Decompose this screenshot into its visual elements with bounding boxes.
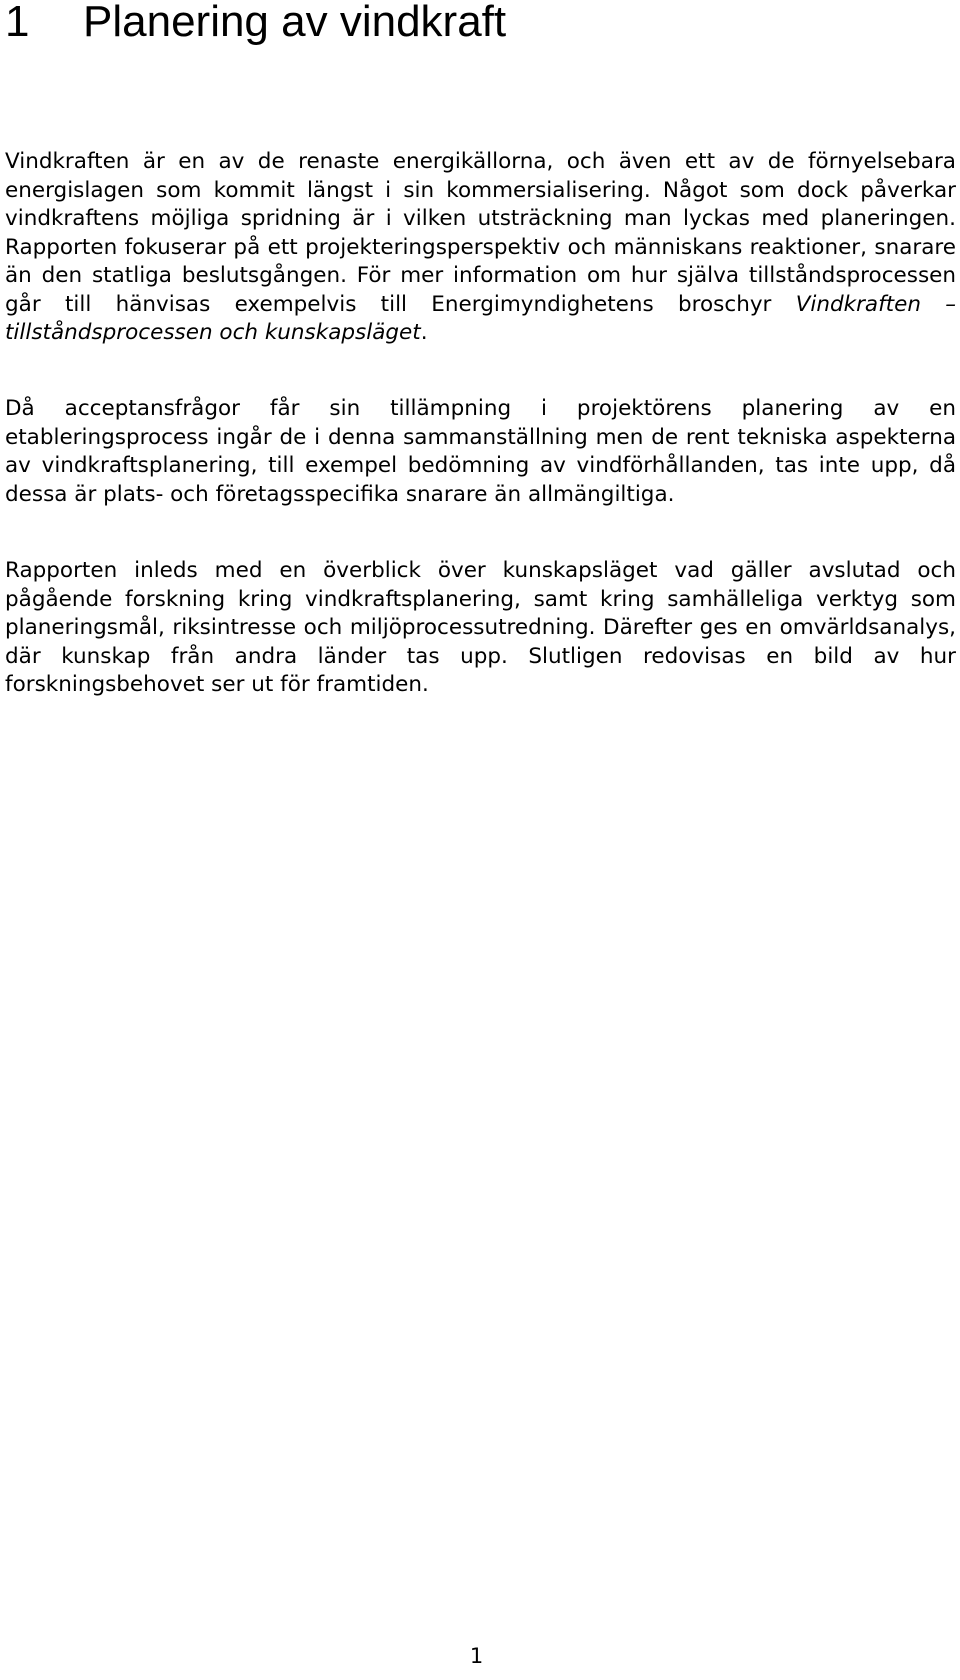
body-paragraph-3: Rapporten inleds med en överblick över kunskapsläget vad gäller avslutad och pågående forskning kring vindkraftsplanering, samt kring samhälleliga verktyg som planeringsmål, riksintresse och miljöprocessutredning. Därefter ges en omvärldsanalys, där kunskap från andra länder tas upp. Slutligen redovisas en bild av hur forskningsbehovet ser ut för framtiden. — [5, 558, 956, 697]
body-paragraph-1 — [5, 148, 956, 348]
chapter-title: Planering av vindkraft — [83, 0, 507, 46]
page-number-text: 1 — [469, 1644, 484, 1668]
paragraph-text-end: . — [420, 320, 428, 345]
brochure-title: Vindkraften – tillståndsprocessen och kunskapsläget — [5, 291, 956, 345]
page-number — [5, 1644, 956, 1668]
chapter-number: 1 — [5, 0, 30, 46]
chapter-heading — [5, 0, 506, 44]
body-paragraph-2: Då acceptansfrågor får sin tillämpning i projektörens planering av en etableringsprocess ingår de i denna sammanställning men de rent tekniska aspekterna av vindkraftsplanering, till exempel bedömning av vindförhållanden, tas inte upp, då dessa är plats- och företagsspecifika snarare än allmängiltiga. — [5, 396, 956, 507]
paragraph-text: Vindkraften är en av de renaste energikällorna, och även ett av de förnyelsebara energislagen som kommit längst i sin kommersialisering. Något som dock påverkar vindkraftens möjliga spridning är i vilken utsträckning man lyckas med planeringen. Rapporten fokuserar på ett projekteringsperspektiv och människans reaktioner, snarare än den statliga beslutsgången. För mer information om hur själva tillståndsprocessen går till hänvisas exempelvis till Energimyndighetens broschyr — [5, 149, 956, 317]
